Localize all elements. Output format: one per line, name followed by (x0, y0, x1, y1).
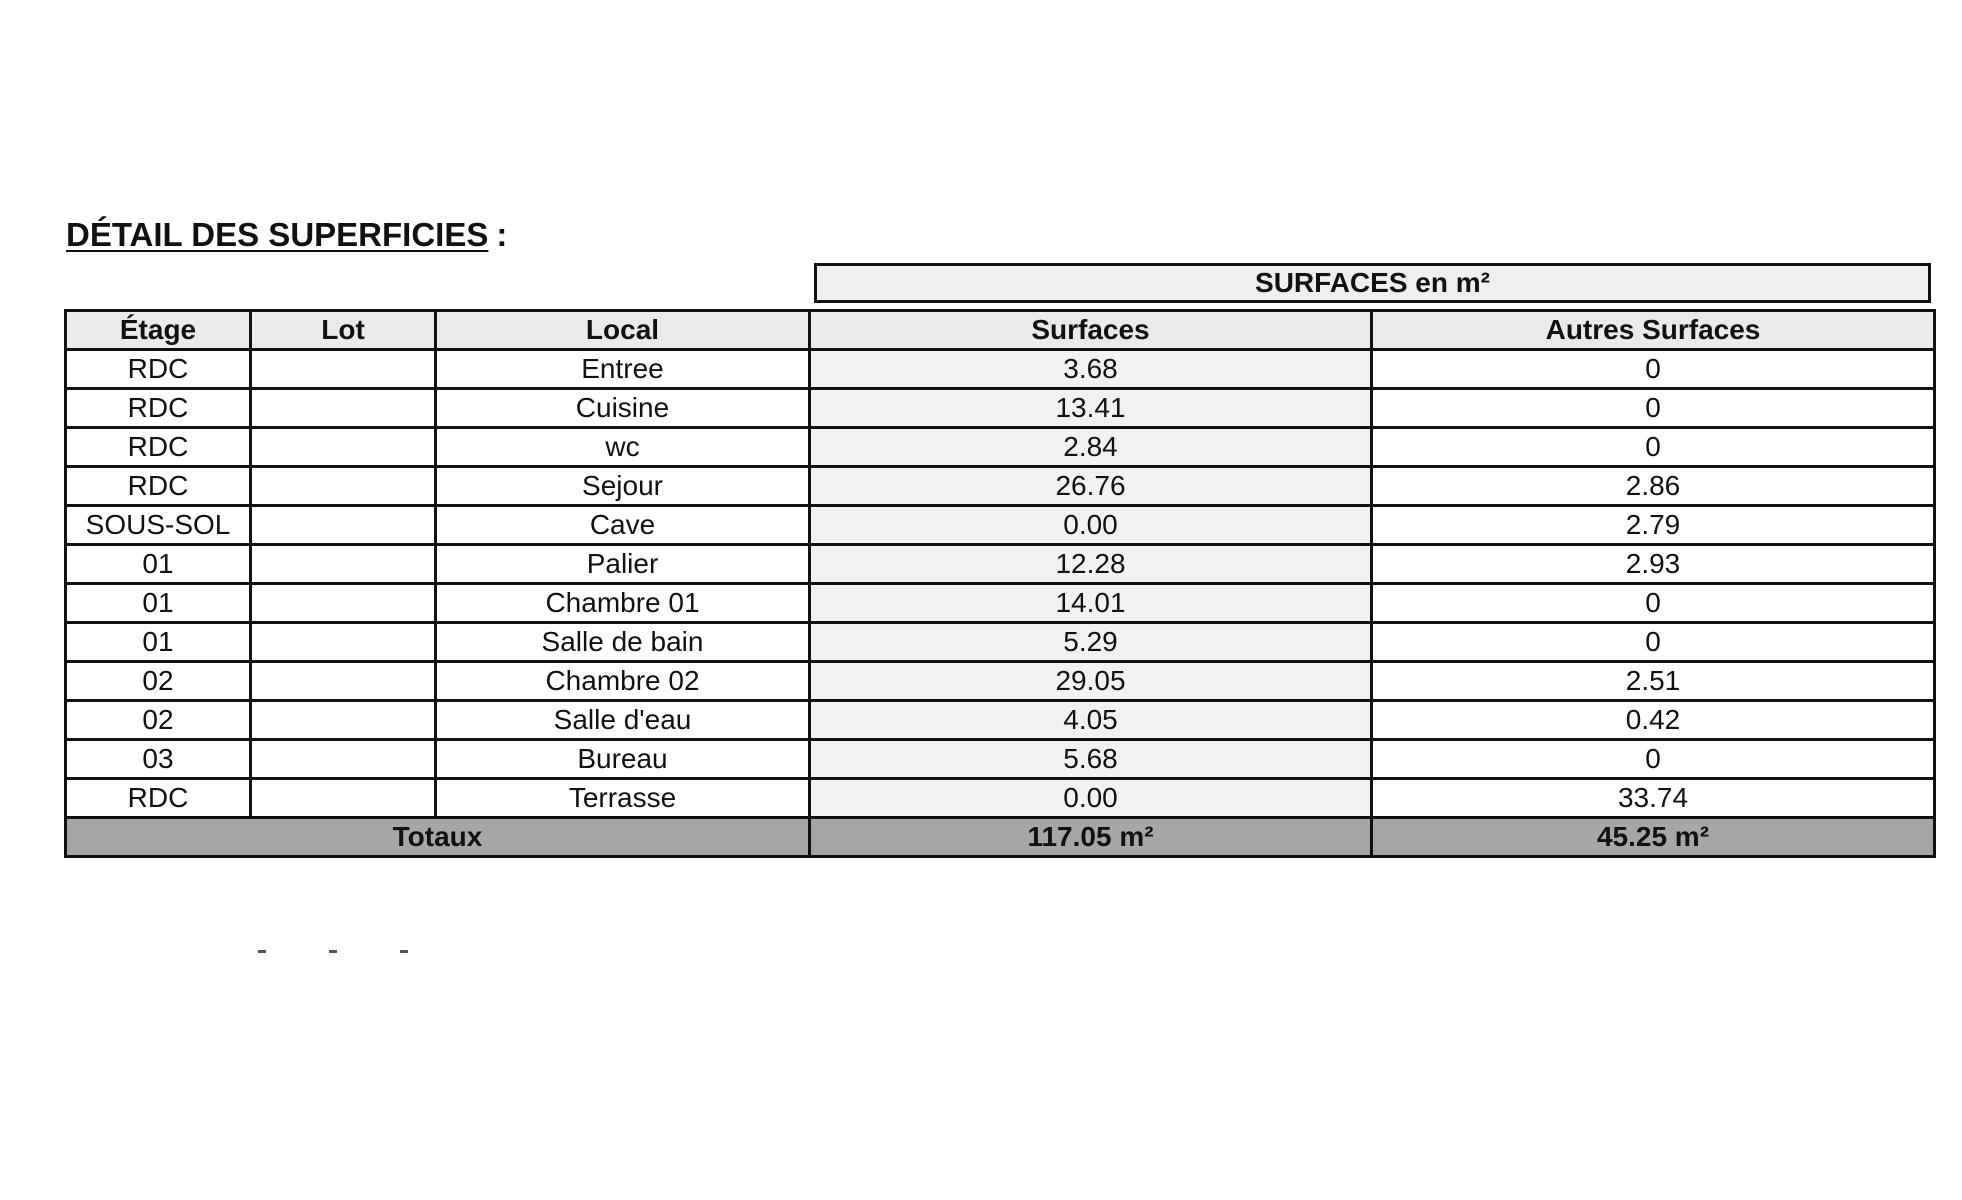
cell-etage: 01 (66, 545, 251, 584)
cell-surfaces: 5.68 (810, 740, 1372, 779)
table-row (66, 350, 1935, 389)
cell-surfaces: 14.01 (810, 584, 1372, 623)
cell-local: Cuisine (436, 389, 810, 428)
cell-etage: RDC (66, 467, 251, 506)
cell-autres-surfaces: 0 (1372, 389, 1935, 428)
table-row (66, 428, 1935, 467)
cell-surfaces: 0.00 (810, 779, 1372, 818)
cell-lot (251, 506, 436, 545)
cell-local: Entree (436, 350, 810, 389)
cell-etage: RDC (66, 350, 251, 389)
cell-lot (251, 662, 436, 701)
cell-surfaces: 5.29 (810, 623, 1372, 662)
page-title-colon: : (496, 216, 508, 253)
cell-lot (251, 467, 436, 506)
cell-surfaces: 12.28 (810, 545, 1372, 584)
cell-surfaces: 4.05 (810, 701, 1372, 740)
cell-surfaces: 3.68 (810, 350, 1372, 389)
totals-label: Totaux (66, 818, 810, 857)
cell-surfaces: 26.76 (810, 467, 1372, 506)
cell-lot (251, 389, 436, 428)
cell-etage: RDC (66, 389, 251, 428)
cell-autres-surfaces: 2.93 (1372, 545, 1935, 584)
cell-surfaces: 2.84 (810, 428, 1372, 467)
cell-lot (251, 779, 436, 818)
cell-etage: RDC (66, 428, 251, 467)
cell-local: Salle d'eau (436, 701, 810, 740)
cell-lot (251, 701, 436, 740)
table-row (66, 662, 1935, 701)
dash-mark (400, 950, 408, 953)
table-row (66, 506, 1935, 545)
dashed-line-artifact (258, 950, 408, 954)
cell-etage: 03 (66, 740, 251, 779)
table-row (66, 467, 1935, 506)
cell-autres-surfaces: 2.86 (1372, 467, 1935, 506)
page-title-text: DÉTAIL DES SUPERFICIES (66, 216, 489, 253)
cell-etage: 01 (66, 584, 251, 623)
cell-local: Chambre 01 (436, 584, 810, 623)
dash-mark (258, 950, 266, 953)
column-header-surfaces: Surfaces (810, 311, 1372, 350)
table-row (66, 545, 1935, 584)
column-header-etage: Étage (66, 311, 251, 350)
cell-local: Sejour (436, 467, 810, 506)
cell-lot (251, 428, 436, 467)
cell-lot (251, 545, 436, 584)
cell-autres-surfaces: 2.79 (1372, 506, 1935, 545)
cell-surfaces: 0.00 (810, 506, 1372, 545)
table-row (66, 701, 1935, 740)
totals-row (66, 818, 1935, 857)
cell-local: Cave (436, 506, 810, 545)
cell-lot (251, 623, 436, 662)
cell-lot (251, 584, 436, 623)
cell-etage: 01 (66, 623, 251, 662)
table-row (66, 584, 1935, 623)
header-row (66, 311, 1935, 350)
totals-autres-surfaces: 45.25 m² (1372, 818, 1935, 857)
table-row (66, 623, 1935, 662)
table-row (66, 740, 1935, 779)
cell-surfaces: 29.05 (810, 662, 1372, 701)
table-row (66, 779, 1935, 818)
cell-surfaces: 13.41 (810, 389, 1372, 428)
column-header-lot: Lot (251, 311, 436, 350)
cell-local: wc (436, 428, 810, 467)
cell-autres-surfaces: 2.51 (1372, 662, 1935, 701)
cell-autres-surfaces: 0 (1372, 350, 1935, 389)
totals-surfaces: 117.05 m² (810, 818, 1372, 857)
cell-etage: SOUS-SOL (66, 506, 251, 545)
cell-autres-surfaces: 33.74 (1372, 779, 1935, 818)
page-title (66, 216, 507, 254)
cell-autres-surfaces: 0 (1372, 740, 1935, 779)
cell-local: Terrasse (436, 779, 810, 818)
cell-autres-surfaces: 0.42 (1372, 701, 1935, 740)
cell-local: Palier (436, 545, 810, 584)
table-row (66, 389, 1935, 428)
cell-lot (251, 350, 436, 389)
cell-local: Chambre 02 (436, 662, 810, 701)
cell-etage: RDC (66, 779, 251, 818)
cell-local: Salle de bain (436, 623, 810, 662)
cell-etage: 02 (66, 701, 251, 740)
cell-local: Bureau (436, 740, 810, 779)
surfaces-group-header: SURFACES en m² (814, 263, 1931, 303)
cell-etage: 02 (66, 662, 251, 701)
cell-autres-surfaces: 0 (1372, 623, 1935, 662)
cell-lot (251, 740, 436, 779)
column-header-autres-surfaces: Autres Surfaces (1372, 311, 1935, 350)
dash-mark (329, 950, 337, 953)
cell-autres-surfaces: 0 (1372, 428, 1935, 467)
column-header-local: Local (436, 311, 810, 350)
cell-autres-surfaces: 0 (1372, 584, 1935, 623)
surface-table (64, 309, 1936, 858)
